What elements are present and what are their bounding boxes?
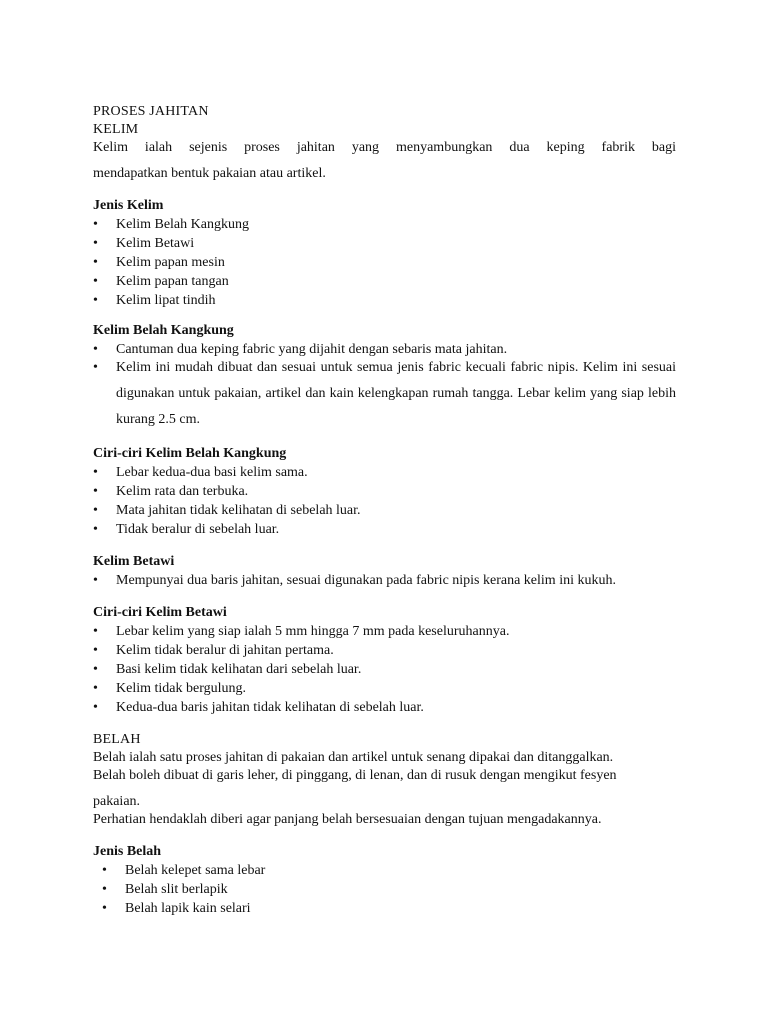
bullet-icon: •: [93, 360, 98, 375]
list-item: • Kelim Betawi: [93, 236, 195, 251]
list-item: • Cantuman dua keping fabric yang dijahit dengan sebaris mata jahitan.: [93, 342, 508, 357]
bullet-icon: •: [93, 643, 98, 658]
list-item: • Lebar kelim yang siap ialah 5 mm hingga 7 mm pada keseluruhannya.: [93, 624, 510, 639]
list-item: • Kedua-dua baris jahitan tidak kelihatan di sebelah luar.: [93, 700, 424, 715]
heading-jenis-belah: Jenis Belah: [93, 844, 162, 859]
list-item: • Basi kelim tidak kelihatan dari sebelah luar.: [93, 662, 362, 677]
heading-kelim-belah-kangkung: Kelim Belah Kangkung: [93, 323, 234, 338]
bullet-icon: •: [102, 863, 107, 878]
belah-line-2: Belah boleh dibuat di garis leher, di pinggang, di lenan, dan di rusuk dengan mengikut fesyen: [93, 768, 617, 783]
kelim-intro-line-2: mendapatkan bentuk pakaian atau artikel.: [93, 166, 326, 181]
bullet-icon: •: [93, 522, 98, 537]
list-item: • Kelim papan mesin: [93, 255, 225, 270]
list-item: • Kelim papan tangan: [93, 274, 229, 289]
bullet-icon: •: [93, 217, 98, 232]
bullet-icon: •: [93, 484, 98, 499]
list-item: • Kelim ini mudah dibuat dan sesuai untuk semua jenis fabric kecuali fabric nipis. Kelim ini sesuai digunakan untuk pakaian, artikel dan kain kelengkapan rumah tangga. Lebar kelim yang siap lebih kurang 2.5 cm.: [93, 355, 676, 433]
belah-line-4: Perhatian hendaklah diberi agar panjang belah bersesuaian dengan tujuan mengadakannya.: [93, 812, 602, 827]
heading-jenis-kelim: Jenis Kelim: [93, 198, 164, 213]
bullet-icon: •: [93, 624, 98, 639]
betawi-list: [93, 571, 676, 590]
section-heading-kelim: KELIM: [93, 122, 139, 137]
bullet-icon: •: [93, 274, 98, 289]
bullet-icon: •: [93, 573, 98, 588]
document-title: PROSES JAHITAN: [93, 104, 209, 119]
bullet-icon: •: [93, 236, 98, 251]
kelim-intro-line-1: Kelim ialah sejenis proses jahitan yang menyambungkan dua keping fabrik bagi: [93, 140, 676, 155]
list-item: • Kelim tidak bergulung.: [93, 681, 246, 696]
heading-ciri-kelim-betawi: Ciri-ciri Kelim Betawi: [93, 605, 227, 620]
list-item: • Belah slit berlapik: [102, 882, 228, 897]
document-body: [93, 103, 676, 918]
heading-ciri-kelim-belah-kangkung: Ciri-ciri Kelim Belah Kangkung: [93, 446, 287, 461]
belah-kangkung-list-justified: [93, 355, 676, 433]
list-item: • Tidak beralur di sebelah luar.: [93, 522, 280, 537]
list-item: • Lebar kedua-dua basi kelim sama.: [93, 465, 308, 480]
section-heading-belah: BELAH: [93, 732, 141, 747]
list-item: • Belah kelepet sama lebar: [102, 863, 266, 878]
bullet-icon: •: [102, 901, 107, 916]
bullet-icon: •: [93, 255, 98, 270]
list-item: • Kelim Belah Kangkung: [93, 217, 249, 232]
bullet-icon: •: [93, 700, 98, 715]
belah-line-3: pakaian.: [93, 794, 141, 809]
list-item: • Mata jahitan tidak kelihatan di sebelah luar.: [93, 503, 361, 518]
bullet-icon: •: [102, 882, 107, 897]
bullet-icon: •: [93, 503, 98, 518]
jenis-belah-list: [93, 861, 676, 918]
belah-line-1: Belah ialah satu proses jahitan di pakaian dan artikel untuk senang dipakai dan ditanggalkan.: [93, 750, 614, 765]
list-item: • Kelim tidak beralur di jahitan pertama.: [93, 643, 334, 658]
bullet-icon: •: [93, 293, 98, 308]
bullet-icon: •: [93, 662, 98, 677]
bullet-icon: •: [93, 681, 98, 696]
list-item: • Mempunyai dua baris jahitan, sesuai digunakan pada fabric nipis kerana kelim ini kukuh.: [93, 573, 616, 588]
heading-kelim-betawi: Kelim Betawi: [93, 554, 175, 569]
list-item: • Kelim rata dan terbuka.: [93, 484, 249, 499]
bullet-icon: •: [93, 465, 98, 480]
ciri-kangkung-list: [93, 463, 676, 539]
list-item: • Belah lapik kain selari: [102, 901, 251, 916]
list-item: • Kelim lipat tindih: [93, 293, 216, 308]
ciri-betawi-list: [93, 622, 676, 717]
jenis-kelim-list: [93, 215, 676, 310]
bullet-icon: •: [93, 342, 98, 357]
